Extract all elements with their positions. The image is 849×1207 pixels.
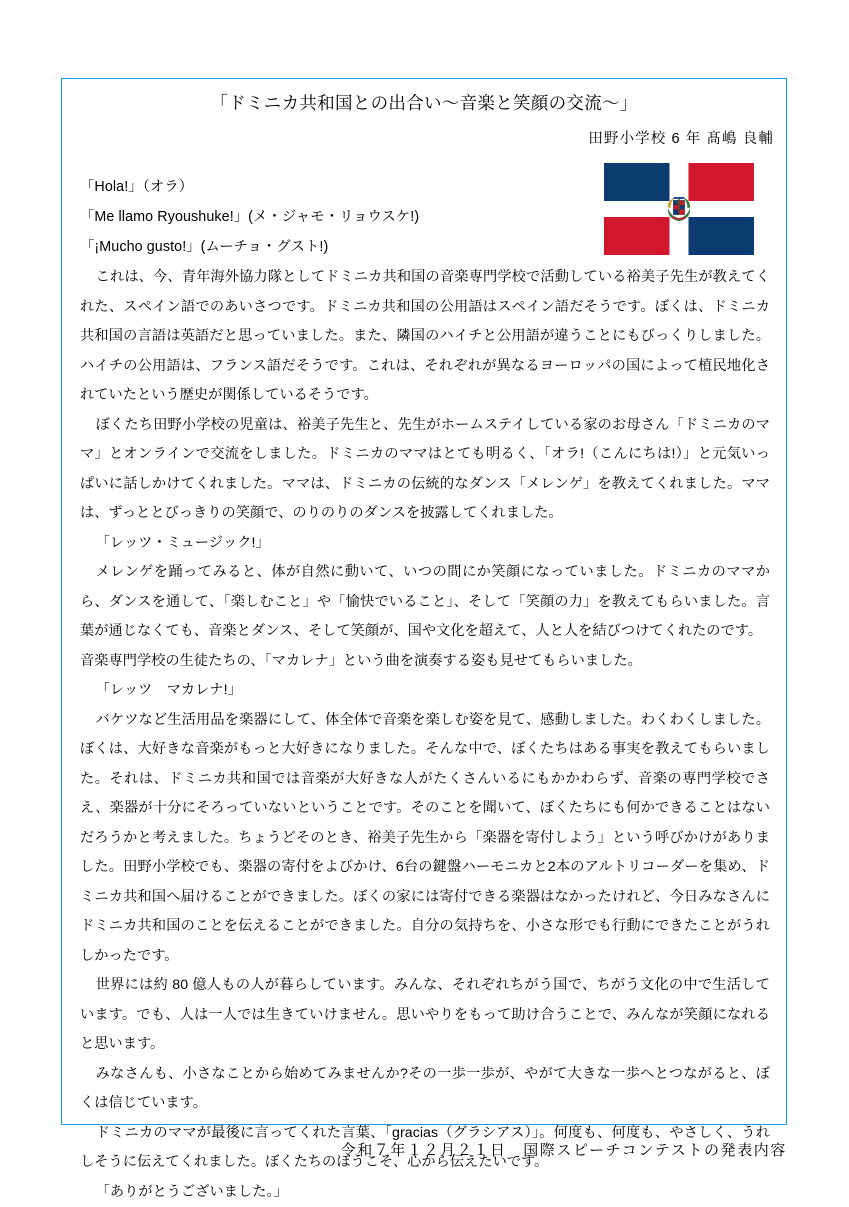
page-title: 「ドミニカ共和国との出合い～音楽と笑顔の交流～」 [61,90,787,115]
paragraph: 音楽専門学校の生徒たちの、「マカレナ」という曲を演奏する姿も見せてもらいました。 [80,647,770,677]
paragraph: 「レッツ・ミュージック!」 [80,529,770,559]
spanish-greetings-block [80,172,580,262]
dominican-republic-flag-image [604,163,754,255]
paragraph: 世界には約 80 億人もの人が暮らしています。みんな、それぞれちがう国で、ちがう文化の中で生活しています。でも、人は一人では生きていけません。思いやりをもって助け合うことで、みんなが笑顔になれると思います。 [80,971,770,1060]
greeting-line: 「¡Mucho gusto!」(ムーチョ・グスト!) [80,232,580,262]
paragraph: みなさんも、小さなことから始めてみませんか?その一歩一歩が、やがて大きな一歩へとつながると、ぼくは信じています。 [80,1060,770,1119]
paragraph: これは、今、青年海外協力隊としてドミニカ共和国の音楽専門学校で活動している裕美子先生が教えてくれた、スペイン語でのあいさつです。ドミニカ共和国の公用語はスペイン語だそうです。ぼくは、ドミニカ共和国の言語は英語だと思っていました。また、隣国のハイチと公用語が違うことにもびっくりしました。ハイチの公用語は、フランス語だそうです。これは、それぞれが異なるヨーロッパの国によって植民地化されていたという歴史が関係しているそうです。 [80,263,770,411]
footer-note: 令和７年１２月２１日 国際スピーチコンテストの発表内容 [0,1139,787,1160]
flag-svg [604,163,754,255]
greeting-line: 「Me llamo Ryoushuke!」(メ・ジャモ・リョウスケ!) [80,202,580,232]
paragraph: 「ありがとうございました。」 [80,1178,770,1207]
paragraph: ドミニカのママが最後に言ってくれた言葉、「gracias（グラシアス）」。何度も、何度も、やさしく、うれしそうに伝えてくれました。ぼくたちのほうこそ、心から伝えたいです。 [80,1119,770,1178]
paragraph: 「レッツ マカレナ!」 [80,676,770,706]
speech-body [80,263,770,1207]
greeting-line: 「Hola!」（オラ） [80,172,580,202]
paragraph: ぼくたち田野小学校の児童は、裕美子先生と、先生がホームステイしている家のお母さん「ドミニカのママ」とオンラインで交流をしました。ドミニカのママはとても明るく、「オラ!（こんにちは!）」と元気いっぱいに話しかけてくれました。ママは、ドミニカの伝統的なダンス「メレンゲ」を教えてくれました。ママは、ずっととびっきりの笑顔で、のりのりのダンスを披露してくれました。 [80,411,770,529]
author-byline: 田野小学校 6 年 髙嶋 良輔 [588,127,774,148]
paragraph: メレンゲを踊ってみると、体が自然に動いて、いつの間にか笑顔になっていました。ドミニカのママから、ダンスを通して、「楽しむこと」や「愉快でいること」、そして「笑顔の力」を教えてもらいました。言葉が通じなくても、音楽とダンス、そして笑顔が、国や文化を超えて、人と人を結びつけてくれたのです。 [80,558,770,647]
paragraph: バケツなど生活用品を楽器にして、体全体で音楽を楽しむ姿を見て、感動しました。わくわくしました。ぼくは、大好きな音楽がもっと大好きになりました。そんな中で、ぼくたちはある事実を教えてもらいました。それは、ドミニカ共和国では音楽が大好きな人がたくさんいるにもかかわらず、音楽の専門学校でさえ、楽器が十分にそろっていないということです。そのことを聞いて、ぼくたちにも何かできることはないだろうかと考えました。ちょうどそのとき、裕美子先生から「楽器を寄付しよう」という呼びかけがありました。田野小学校でも、楽器の寄付をよびかけ、6台の鍵盤ハーモニカと2本のアルトリコーダーを集め、ドミニカ共和国へ届けることができました。ぼくの家には寄付できる楽器はなかったけれど、今日みなさんにドミニカ共和国のことを伝えることができました。自分の気持ちを、小さな形でも行動にできたことがうれしかったです。 [80,706,770,972]
